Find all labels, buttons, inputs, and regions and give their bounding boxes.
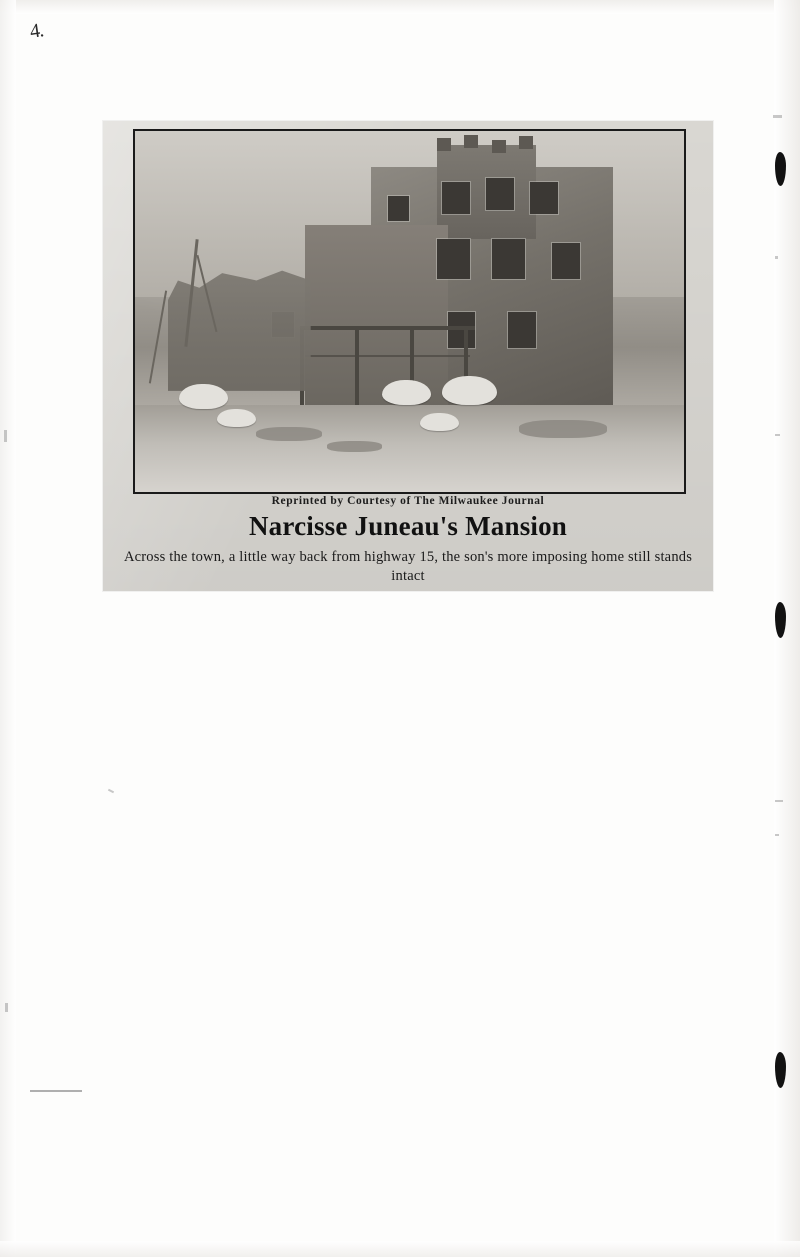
photo-window (552, 243, 579, 279)
clipping-caption (111, 548, 705, 586)
page-number-annotation: 4. (28, 19, 45, 43)
photo-rubble (256, 427, 322, 441)
scan-artifact (775, 256, 778, 259)
photo-window (442, 182, 469, 214)
photo-rubble (327, 441, 382, 452)
photo-porch-post (355, 326, 359, 413)
photo-ruined-wall (168, 268, 311, 391)
scan-artifact (775, 800, 783, 802)
photo-mansion-front-wing (305, 225, 448, 406)
photo-pig (217, 409, 255, 427)
photo-tower-crenellation (519, 136, 533, 149)
scan-edge-top (0, 0, 800, 14)
newspaper-clipping (103, 121, 713, 591)
scan-artifact (4, 430, 7, 442)
clipping-photograph (133, 129, 686, 494)
photo-rubble (519, 420, 607, 438)
photo-bare-tree (149, 290, 167, 383)
photo-pig (420, 413, 458, 431)
caption-line-2: home still stands intact (391, 549, 693, 584)
clipping-headline: Narcisse Juneau's Mansion (248, 511, 568, 541)
photo-porch-rail (305, 355, 470, 357)
photo-pig (442, 376, 497, 405)
photo-credit-line: Reprinted by Courtesy of The Milwaukee Journal (271, 495, 545, 507)
caption-line-1: Across the town, a little way back from highway 15, the son's more imposing (123, 549, 588, 565)
photo-window (508, 312, 535, 348)
photo-window (492, 239, 525, 279)
scan-artifact (5, 1003, 8, 1012)
photo-pig (382, 380, 431, 405)
photograph-content (135, 131, 684, 492)
photo-window (530, 182, 557, 214)
scan-artifact (775, 834, 779, 836)
photo-tower-crenellation (437, 138, 451, 151)
photo-window (388, 196, 410, 221)
scan-artifact (30, 1090, 82, 1092)
scan-artifact (108, 789, 114, 794)
photo-window (486, 178, 513, 210)
photo-pig (179, 384, 228, 409)
photo-tower-crenellation (464, 135, 478, 148)
photo-window (437, 239, 470, 279)
scan-edge-left (0, 0, 16, 1257)
scan-edge-bottom (0, 1241, 800, 1257)
scan-artifact (773, 115, 782, 118)
photo-tower-crenellation (492, 140, 506, 153)
scan-artifact (775, 434, 780, 436)
photo-porch-beam (300, 326, 476, 330)
